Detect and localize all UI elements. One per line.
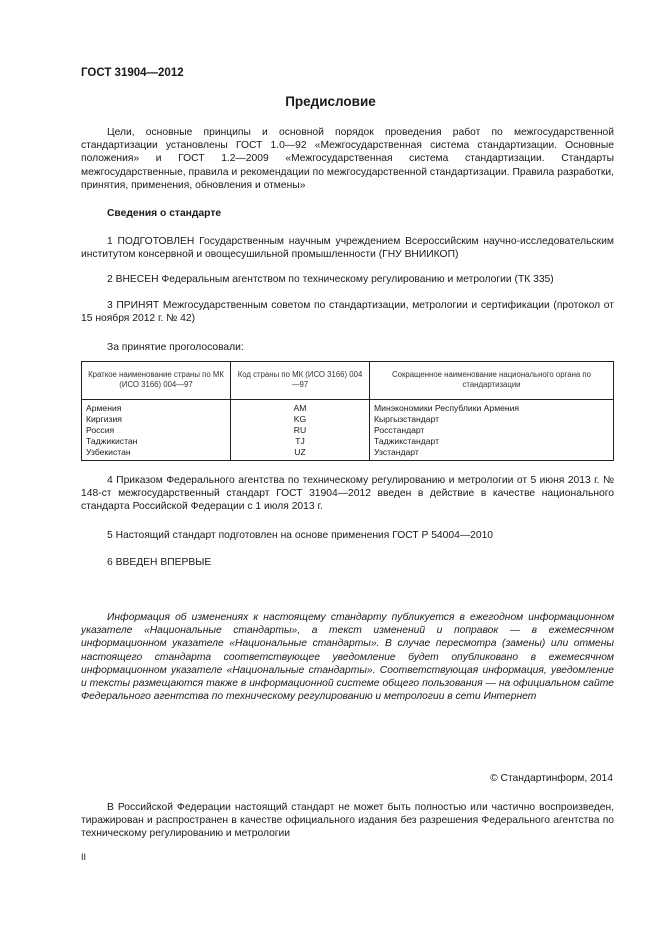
country-name: Россия (82, 425, 231, 436)
standards-body: Минэкономики Республики Армения (370, 400, 614, 415)
item-3: 3 ПРИНЯТ Межгосударственным советом по стандартизации, метрологии и сертификации (протокол от 15 ноября 2012 г. № 42) (81, 300, 614, 325)
standards-body: Узстандарт (370, 447, 614, 461)
country-code: AM (231, 400, 370, 415)
table-row (82, 425, 614, 436)
change-notice: Информация об изменениях к настоящему стандарту публикуется в ежегодном информационном указателе «Национальные стандарты», а текст изменений и поправок — в ежемесячном информационном указателе «Национальные стандарты». В случае пересмотра (замены) или отмены настоящего стандарта соответствующее уведомление будет опубликовано в ежемесячном информационном указателе «Национальные стандарты». Соответствующая информация, уведомление и тексты размещаются также в информационной системе общего пользования — на официальном сайте Федерального агентства по техническому регулированию и метрологии в сети Интернет (81, 612, 614, 703)
header-country-code: Код страны по МК (ИСО 3166) 004—97 (231, 362, 370, 400)
item-4: 4 Приказом Федерального агентства по техническому регулированию и метрологии от 5 июня 2013 г. № 148-ст межгосударственный стандарт ГОСТ 31904—2012 введен в действие в качестве национального стандарта Российской Федерации с 1 июля 2013 г. (81, 475, 614, 513)
header-standards-body: Сокращенное наименование национального органа по стандартизации (370, 362, 614, 400)
country-name: Узбекистан (82, 447, 231, 461)
info-heading: Сведения о стандарте (107, 208, 222, 219)
table-row (82, 436, 614, 447)
copyright: © Стандартинформ, 2014 (490, 773, 613, 784)
intro-paragraph: Цели, основные принципы и основной порядок проведения работ по межгосударственной стандартизации установлены ГОСТ 1.0—92 «Межгосударственная система стандартизации. Основные положения» и ГОСТ 1.2—2009 «Межгосударственная система стандартизации. Стандарты межгосударственные, правила и рекомендации по межгосударственной стандартизации. Правила разработки, принятия, применения, обновления и отмены» (81, 127, 614, 191)
header-country-name: Краткое наименование страны по МК (ИСО 3166) 004—97 (82, 362, 231, 400)
page-number: II (81, 852, 87, 862)
country-code: UZ (231, 447, 370, 461)
vote-intro: За принятие проголосовали: (107, 342, 244, 353)
country-code: TJ (231, 436, 370, 447)
item-2: 2 ВНЕСЕН Федеральным агентством по техническому регулированию и метрологии (ТК 335) (107, 274, 554, 285)
page-title: Предисловие (285, 94, 376, 109)
table-header-row (82, 362, 614, 400)
standards-body: Кыргызстандарт (370, 414, 614, 425)
item-5: 5 Настоящий стандарт подготовлен на основе применения ГОСТ Р 54004—2010 (107, 530, 494, 541)
standards-body: Росстандарт (370, 425, 614, 436)
item-6: 6 ВВЕДЕН ВПЕРВЫЕ (107, 557, 212, 568)
standard-number: ГОСТ 31904—2012 (81, 67, 184, 79)
country-name: Таджикистан (82, 436, 231, 447)
standards-body: Таджикстандарт (370, 436, 614, 447)
country-code: RU (231, 425, 370, 436)
table-row (82, 414, 614, 425)
country-name: Киргизия (82, 414, 231, 425)
country-name: Армения (82, 400, 231, 415)
country-code: KG (231, 414, 370, 425)
table-row (82, 400, 614, 415)
voting-table (81, 361, 614, 461)
table-row (82, 447, 614, 461)
item-1: 1 ПОДГОТОВЛЕН Государственным научным учреждением Всероссийским научно-исследовательским институтом консервной и овощесушильной промышленности (ГНУ ВНИИКОП) (81, 236, 614, 261)
restriction-paragraph: В Российской Федерации настоящий стандарт не может быть полностью или частично воспроизведен, тиражирован и распространен в качестве официального издания без разрешения Федерального агентства по техническому регулированию и метрологии (81, 802, 614, 840)
